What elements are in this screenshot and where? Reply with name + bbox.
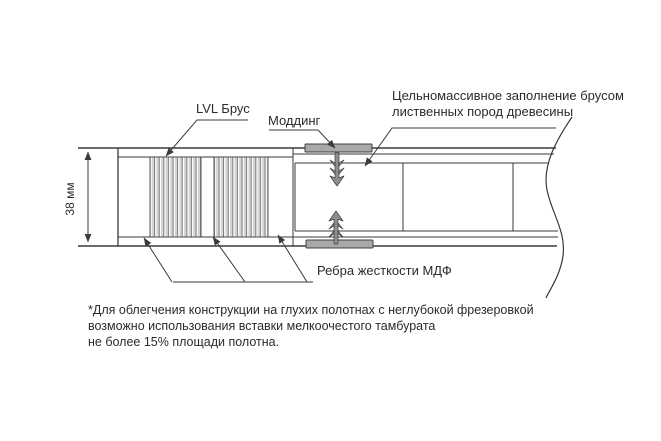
molding-strip-top — [305, 144, 372, 152]
lvl-hatch-blocks — [150, 157, 268, 237]
leader-mdf-ribs — [144, 235, 313, 282]
molding-strip-bottom — [306, 240, 373, 248]
dimension-38mm-label: 38 мм — [63, 182, 77, 216]
fastener-arrow-down — [330, 153, 344, 186]
footnote-line1: *Для облегчения конструкции на глухих полотнах с неглубокой фрезеровкой — [88, 303, 534, 317]
footnote — [88, 302, 534, 350]
leader-lvl-beam — [166, 120, 248, 156]
callout-lvl-beam: LVL Брус — [196, 101, 250, 116]
break-line — [546, 117, 572, 298]
footnote-line3: не более 15% площади полотна. — [88, 335, 280, 349]
fastener-arrows — [329, 153, 344, 244]
fastener-arrow-up — [329, 211, 343, 244]
footnote-line2: возможно использования вставки мелкоочестого тамбурата — [88, 319, 436, 333]
callout-molding: Моддинг — [268, 113, 321, 128]
leader-solid-fill — [365, 128, 556, 166]
callout-solid-fill — [392, 88, 624, 120]
callout-solid-fill-line2: лиственных пород древесины — [392, 104, 574, 119]
callout-mdf-ribs: Ребра жесткости МДФ — [317, 263, 452, 278]
callout-solid-fill-line1: Цельномассивное заполнение брусом — [392, 88, 624, 103]
